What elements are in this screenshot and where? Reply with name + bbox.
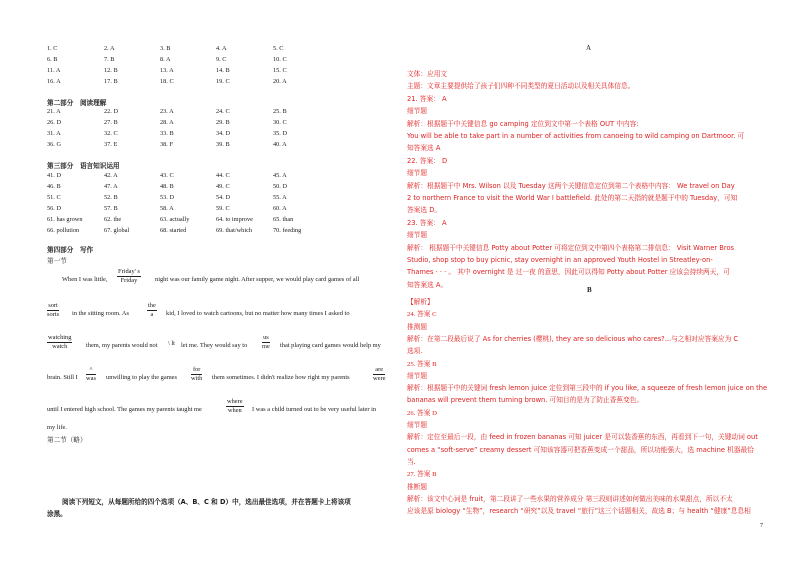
explanation-line: 解析：根据题干中的关键词 fresh lemon juice 定位到第三段中的 if you like, a squeeze of fresh lemon juice on the	[407, 384, 768, 393]
listening-answer: 9. C	[216, 56, 227, 63]
correction-mark: us me	[262, 334, 270, 350]
reading-answer: 26. D	[47, 119, 61, 126]
reading-answer: 36. G	[47, 141, 61, 148]
explanation-line: comes a “soft-serve” creamy dessert 可知该容器可把香蕉变成一个甜品，所以功能强大，选 machine 机器最恰	[407, 445, 754, 454]
reading-answer: 27. B	[104, 119, 118, 126]
essay-text: in the sitting room. As	[72, 310, 129, 317]
language-answer: 70. feeding	[273, 227, 302, 234]
language-answer: 57. B	[104, 205, 118, 212]
listening-answer: 19. C	[216, 78, 230, 85]
correction-mark: watching watch	[48, 334, 72, 350]
listening-answer: 4. A	[216, 45, 227, 52]
instruction-line: 涂黑。	[47, 510, 67, 518]
explanation-line: 【解析】	[407, 298, 434, 306]
reading-answer: 34. D	[216, 130, 230, 137]
explanation-line: 27. 答案 B	[407, 471, 437, 479]
explanation-line: 当.	[407, 457, 416, 466]
essay-text: When I was little,	[62, 276, 108, 283]
explanation-line: 主题：文章主要提供给了孩子们四种不同类型的夏日活动以及相关具体信息。	[407, 82, 635, 91]
essay-text: that playing card games would help my	[280, 342, 381, 349]
essay-text: I was a child turned out to be very useful later in	[252, 406, 377, 413]
essay-text: until I entered high school. The games my parents taught me	[47, 406, 202, 413]
reading-answer: 39. B	[216, 141, 230, 148]
reading-answer: 31. A	[47, 130, 61, 137]
reading-answer: 21. A	[47, 108, 61, 115]
language-answer: 47. A	[104, 183, 118, 190]
language-answer: 63. actually	[160, 216, 190, 223]
essay-text: them, my parents would not	[86, 342, 158, 349]
reading-answer: 23. A	[160, 108, 174, 115]
explanation-line: 选项.	[407, 347, 423, 356]
listening-answer: 20. A	[273, 78, 287, 85]
language-answer: 46. B	[47, 183, 61, 190]
reading-answer: 25. B	[273, 108, 287, 115]
explanation-line: 知答案选 A。	[407, 280, 448, 289]
explanation-line: 21. 答案： A	[407, 94, 447, 103]
language-answer: 68. started	[160, 227, 187, 234]
listening-answer: 12. B	[104, 67, 118, 74]
essay-text: let me. They would say to	[181, 342, 248, 349]
listening-answer: 13. A	[160, 67, 174, 74]
reading-answer: 33. B	[160, 130, 174, 137]
correction-mark: ^ was	[86, 366, 96, 382]
reading-answer: 30. C	[273, 119, 287, 126]
language-answer: 64. to improve	[216, 216, 253, 223]
explanation-line: You will be able to take part in a number of activities from canoeing to wild camping on Dartmoor. 可	[407, 132, 745, 140]
section-a-heading: A	[586, 44, 592, 52]
reading-answer: 24. C	[216, 108, 230, 115]
listening-answer: 17. B	[104, 78, 118, 85]
language-answer: 55. A	[273, 194, 287, 201]
language-answer: 42. A	[104, 172, 118, 179]
explanation-line: 解析：该文中心词是 fruit，第二段讲了一些水果的营养成分 第三段则讲述如何做出美味的水果甜点，所以不太	[407, 494, 733, 503]
correction-mark: the a	[148, 302, 156, 318]
explanation-line: 解析： 根据题干中关键信息 Potty about Potter 可将定位到文中第四个表格第二排信息： Visit Warner Bros	[407, 243, 735, 252]
essay-text: kid, I loved to watch cartoons, but no matter how many times I asked to	[166, 310, 350, 317]
language-answer: 52. B	[104, 194, 118, 201]
language-answer: 60. A	[273, 205, 287, 212]
correction-mark: Friday' s Friday	[118, 268, 140, 284]
language-answer: 66. pollution	[47, 227, 80, 234]
language-answer: 49. C	[216, 183, 230, 190]
section-1-label: 第一节	[47, 257, 67, 265]
explanation-line: 细节题	[407, 371, 428, 380]
listening-answer: 14. B	[216, 67, 230, 74]
part3-title: 第三部分 语言知识运用	[47, 162, 120, 170]
essay-text: them sometimes. I didn't realize how right my parents	[212, 374, 350, 381]
instruction-line: 阅读下列短文，从每题所给的四个选项（A、B、C 和 D）中，选出最佳选项，并在答题卡上将该项	[62, 498, 351, 506]
explanation-line: 应该是原 biology “生物”，research “研究”以及 travel “旅行”这三个话题相关，故选 B；与 health “健康”息息相	[407, 507, 751, 516]
language-answer: 48. B	[160, 183, 174, 190]
listening-answer: 3. B	[160, 45, 171, 52]
explanation-line: 解析：定位至最后一段，由 feed in frozen bananas 可知 juicer 是可以装香蕉的东西，再看到下一句，关键动词 out	[407, 433, 758, 442]
essay-text: night was our family game night. After supper, we would play card games of all	[155, 276, 360, 283]
explanation-line: Studio, shop stop to buy picnic, stay overnight in an approved Youth Hostel in Streatley-on-	[407, 256, 713, 264]
explanation-line: Thames · · · 。 其中 overnight 是 过一夜 的意思，因此可以得知 Potty about Potter 应该会持续两天，可	[407, 268, 730, 277]
reading-answer: 37. E	[104, 141, 118, 148]
reading-answer: 38. F	[160, 141, 173, 148]
reading-answer: 29. B	[216, 119, 230, 126]
correction-mark: \ lt	[168, 340, 175, 347]
language-answer: 69. that/which	[216, 227, 253, 234]
language-answer: 65. than	[273, 216, 294, 223]
explanation-line: 细节题	[407, 231, 428, 240]
essay-text: my life.	[47, 424, 67, 431]
language-answer: 54. D	[216, 194, 230, 201]
explanation-line: 解析：根据题干中 Mrs. Wilson 以及 Tuesday 这两个关键信息定位到第二个表格中内容： We travel on Day	[407, 181, 735, 190]
listening-answer: 16. A	[47, 78, 61, 85]
language-answer: 51. C	[47, 194, 61, 201]
listening-answer: 2. A	[104, 45, 115, 52]
explanation-line: 23. 答案： A	[407, 218, 447, 227]
language-answer: 59. C	[216, 205, 230, 212]
language-answer: 43. C	[160, 172, 174, 179]
listening-answer: 6. B	[47, 56, 58, 63]
language-answer: 44. C	[216, 172, 230, 179]
listening-answer: 10. C	[273, 56, 287, 63]
language-answer: 56. D	[47, 205, 61, 212]
explanation-line: 知答案选 A	[407, 144, 441, 153]
language-answer: 53. D	[160, 194, 174, 201]
reading-answer: 40. A	[273, 141, 287, 148]
explanation-line: 答案选 D。	[407, 206, 442, 215]
language-answer: 61. has grown	[47, 216, 83, 223]
essay-text: brain. Still I	[47, 374, 78, 381]
explanation-line: 24. 答案 C	[407, 311, 437, 319]
explanation-line: 细节题	[407, 421, 428, 429]
explanation-line: 文体：应用文	[407, 70, 448, 78]
essay-text: unwilling to play the games	[106, 374, 177, 381]
language-answer: 41. D	[47, 172, 61, 179]
correction-mark: for with	[191, 366, 203, 382]
explanation-line: 推测题	[407, 322, 428, 331]
language-answer: 50. D	[273, 183, 287, 190]
explanation-line: 细节题	[407, 107, 428, 116]
correction-mark: sort sorts	[47, 302, 60, 318]
section-2-label: 第二节（略）	[47, 436, 87, 444]
language-answer: 45. A	[273, 172, 287, 179]
explanation-line: 22. 答案： D	[407, 156, 448, 165]
language-answer: 62. the	[104, 216, 122, 223]
reading-answer: 22. D	[104, 108, 118, 115]
listening-answer: 15. C	[273, 67, 287, 74]
language-answer: 58. A	[160, 205, 174, 212]
language-answer: 67. global	[104, 227, 130, 234]
listening-answer: 18. C	[160, 78, 174, 85]
explanation-line: bananas will prevent them turning brown. 可知目的是为了防止香蕉变色。	[407, 396, 644, 405]
reading-answer: 32. C	[104, 130, 118, 137]
explanation-line: 26. 答案 D	[407, 409, 437, 417]
reading-answer: 28. A	[160, 119, 174, 126]
part4-title: 第四部分 写作	[47, 246, 94, 254]
page-number: 7	[760, 523, 763, 529]
correction-mark: where when	[227, 398, 243, 414]
listening-answer: 5. C	[273, 45, 284, 52]
correction-mark: are were	[373, 366, 386, 382]
listening-answer: 11. A	[47, 67, 61, 74]
explanation-line: 推断题	[407, 482, 428, 491]
reading-answer: 35. D	[273, 130, 287, 137]
listening-answer: 7. B	[104, 56, 115, 63]
part2-title: 第二部分 阅读理解	[47, 99, 107, 107]
explanation-line: 细节题	[407, 169, 428, 178]
explanation-line: 25. 答案 B	[407, 360, 437, 368]
listening-answer: 1. C	[47, 45, 58, 52]
listening-answer: 8. A	[160, 56, 171, 63]
section-b-heading: B	[587, 286, 592, 294]
explanation-line: 解析：根据题干中关键信息 go camping 定位到文中第一个表格 OUT 中内容:	[407, 119, 639, 128]
explanation-line: 2 to northern France to visit the World War I battlefield. 此处的第二天指的就是题干中的 Tuesday，可知	[407, 194, 738, 202]
explanation-line: 解析：在第二段最后说了 As for cherries (樱桃), they are so delicious who cares?...与之相对应答案应为 C	[407, 334, 739, 343]
